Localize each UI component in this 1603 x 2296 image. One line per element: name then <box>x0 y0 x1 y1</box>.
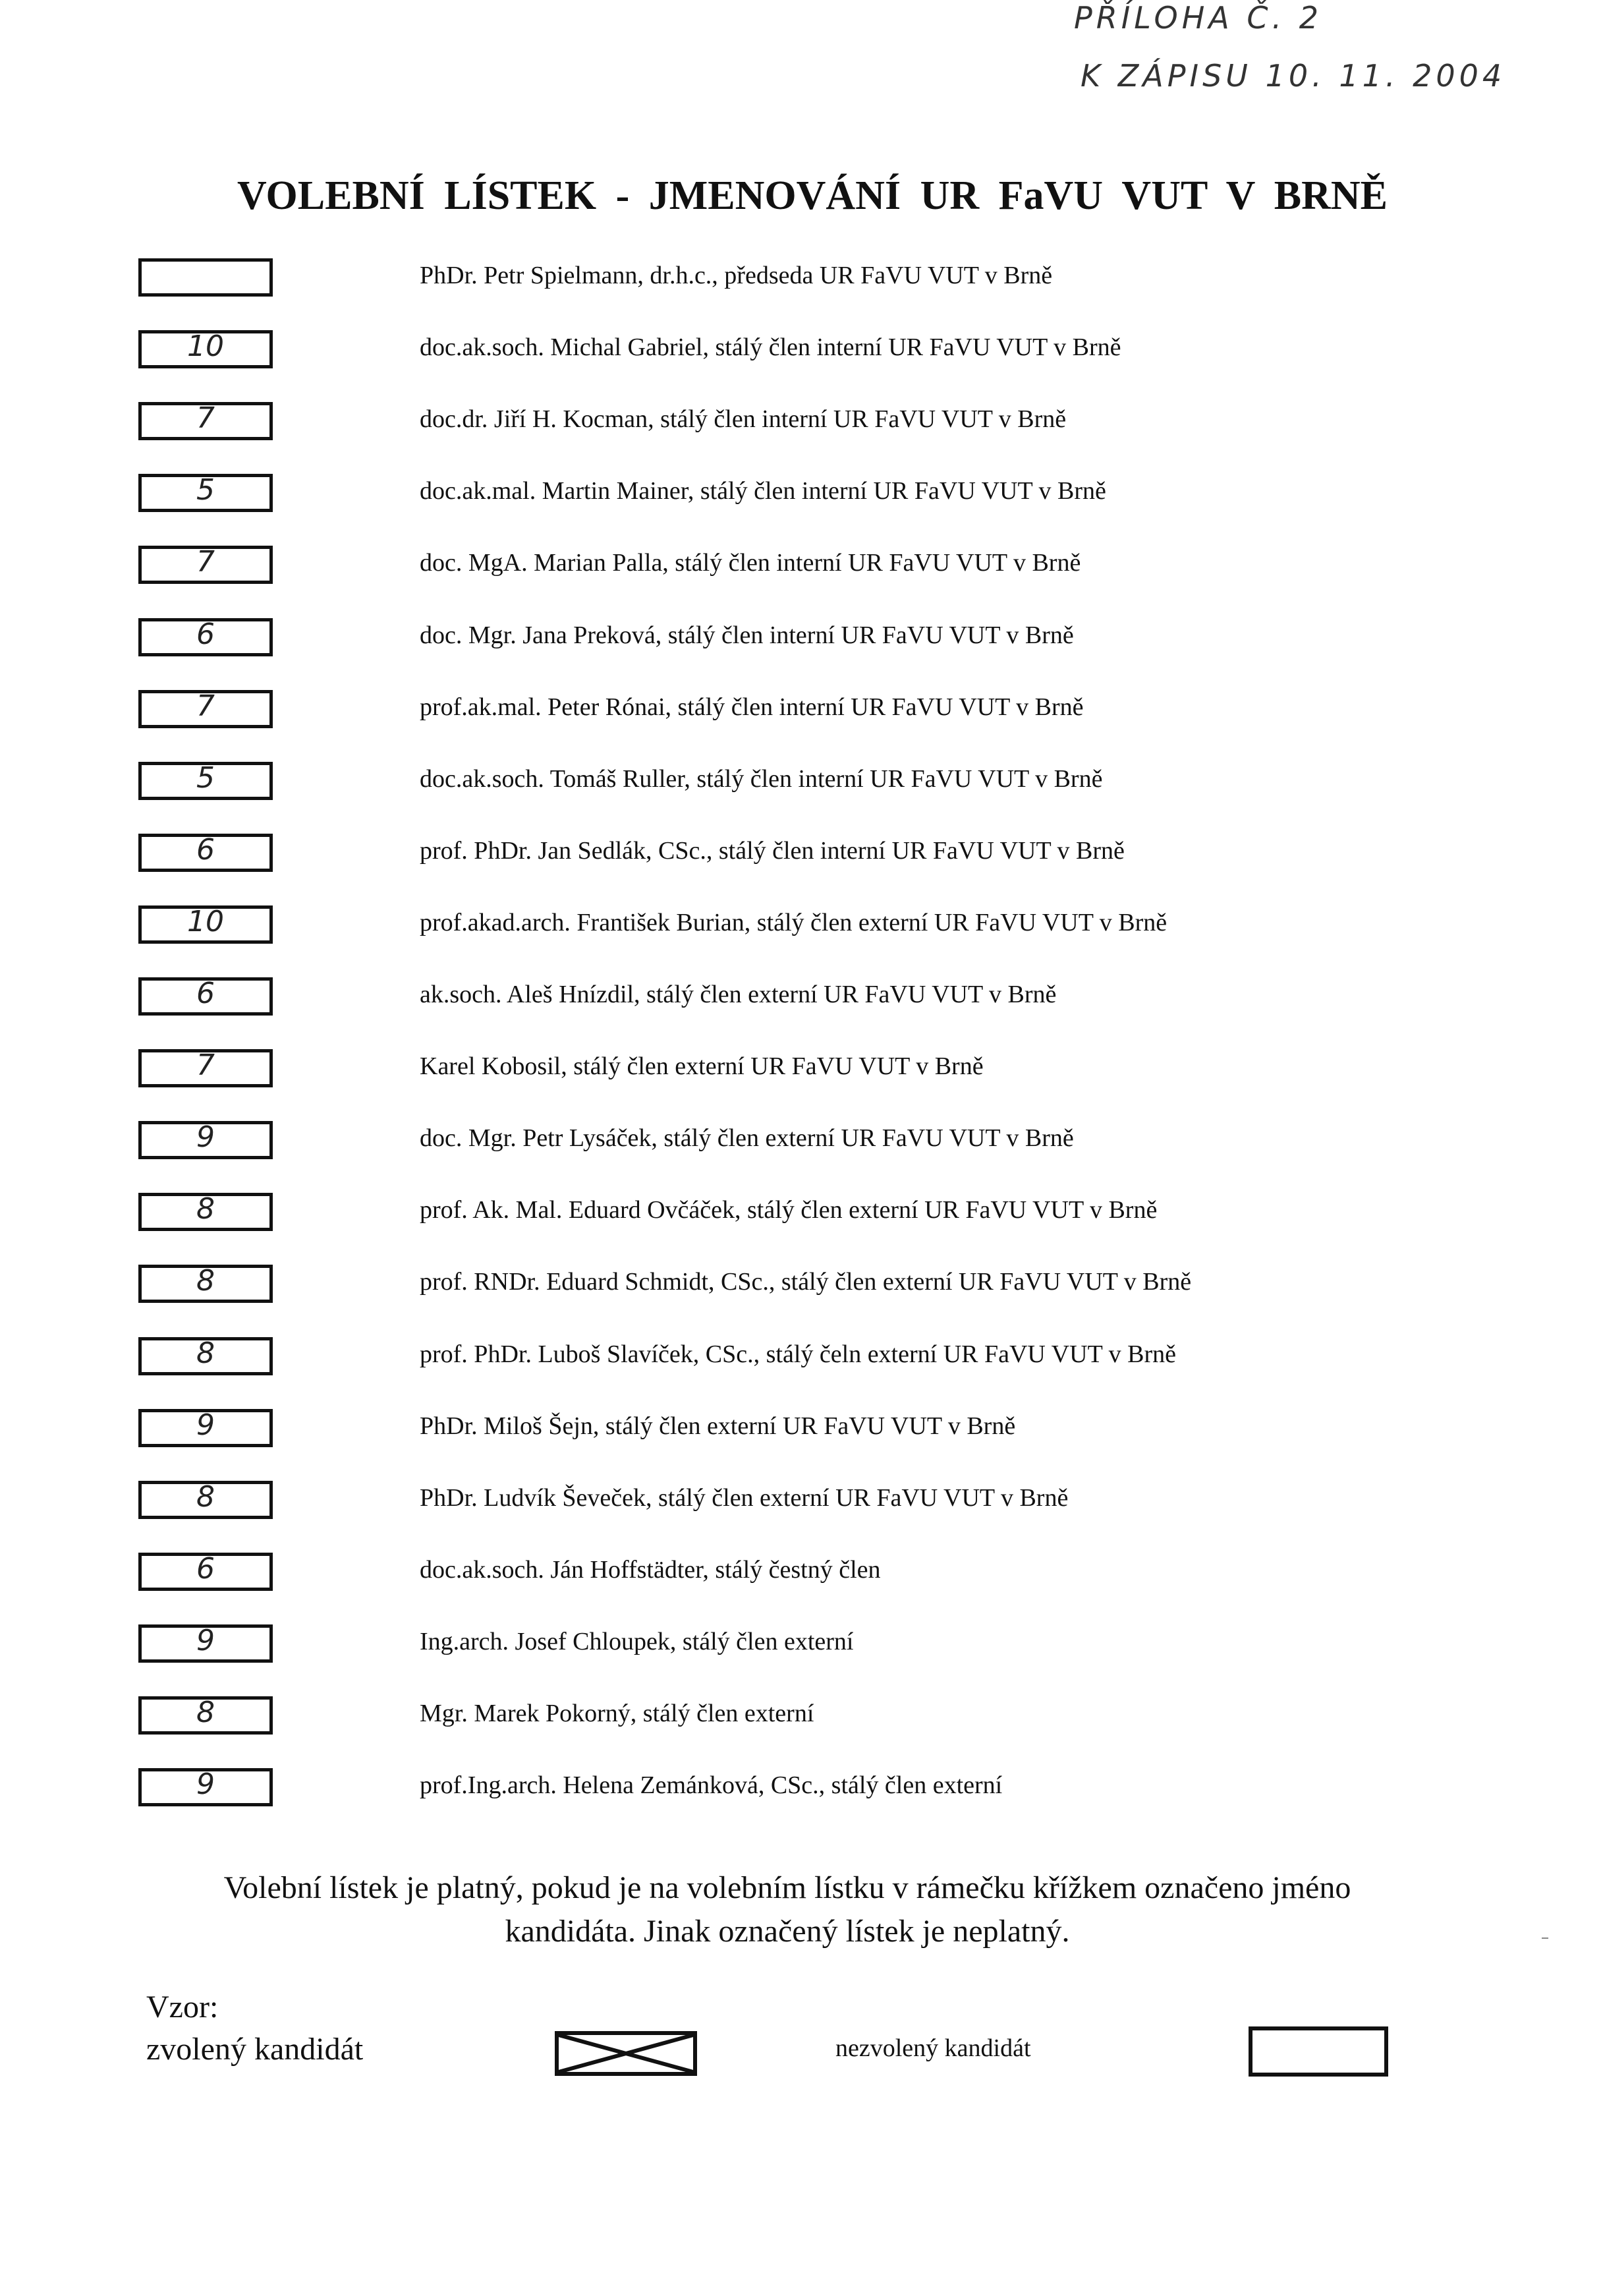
vote-mark: 8 <box>196 1192 215 1226</box>
handwritten-note-line2: K ZÁPISU 10. 11. 2004 <box>1081 58 1506 94</box>
candidate-name: doc. Mgr. Jana Preková, stálý člen interní UR FaVU VUT v Brně <box>420 621 1074 649</box>
vote-box[interactable] <box>138 618 273 656</box>
vote-mark: 7 <box>196 1048 215 1082</box>
candidate-name: doc.ak.soch. Tomáš Ruller, stálý člen interní UR FaVU VUT v Brně <box>420 765 1103 793</box>
ballot-row <box>0 1409 1603 1462</box>
ballot-row <box>0 1121 1603 1174</box>
vote-mark: 6 <box>196 617 215 651</box>
ballot-row <box>0 474 1603 527</box>
candidate-name: Ing.arch. Josef Chloupek, stálý člen externí <box>420 1628 854 1655</box>
vote-mark: 5 <box>196 761 215 795</box>
vote-box[interactable] <box>138 474 273 512</box>
candidate-name: prof.ak.mal. Peter Rónai, stálý člen interní UR FaVU VUT v Brně <box>420 693 1084 721</box>
vote-box[interactable] <box>138 762 273 800</box>
vote-box[interactable] <box>138 1193 273 1231</box>
vote-mark: 5 <box>196 473 215 507</box>
ballot-row <box>0 258 1603 311</box>
vote-box[interactable] <box>138 1049 273 1087</box>
vote-box[interactable] <box>138 1696 273 1735</box>
ballot-row <box>0 1696 1603 1749</box>
ballot-row <box>0 690 1603 743</box>
vote-box[interactable] <box>138 834 273 872</box>
vote-box[interactable] <box>138 977 273 1016</box>
vote-mark: 6 <box>196 833 215 867</box>
ballot-row <box>0 402 1603 455</box>
ballot-row <box>0 1049 1603 1102</box>
ballot-row <box>0 546 1603 598</box>
vote-mark: 9 <box>196 1624 215 1657</box>
vote-box[interactable] <box>138 1624 273 1663</box>
vote-box[interactable] <box>138 1768 273 1806</box>
candidate-name: Mgr. Marek Pokorný, stálý člen externí <box>420 1700 814 1727</box>
vote-mark: 7 <box>196 545 215 579</box>
candidate-name: prof. RNDr. Eduard Schmidt, CSc., stálý člen externí UR FaVU VUT v Brně <box>420 1268 1192 1296</box>
vote-mark: 8 <box>196 1696 215 1729</box>
candidate-name: ak.soch. Aleš Hnízdil, stálý člen externí UR FaVU VUT v Brně <box>420 981 1057 1008</box>
ballot-row <box>0 1265 1603 1317</box>
vote-mark: 8 <box>196 1264 215 1298</box>
vote-box[interactable] <box>138 1481 273 1519</box>
vote-box[interactable] <box>138 258 273 297</box>
candidate-name: doc.dr. Jiří H. Kocman, stálý člen interní UR FaVU VUT v Brně <box>420 405 1067 433</box>
vote-mark: 10 <box>187 905 224 938</box>
vote-box[interactable] <box>138 1121 273 1159</box>
candidate-name: prof. PhDr. Luboš Slavíček, CSc., stálý čeln externí UR FaVU VUT v Brně <box>420 1340 1176 1368</box>
vote-mark: 6 <box>196 1552 215 1586</box>
ballot-row <box>0 330 1603 383</box>
candidate-name: PhDr. Ludvík Ševeček, stálý člen externí UR FaVU VUT v Brně <box>420 1484 1069 1512</box>
candidate-name: prof.akad.arch. František Burian, stálý člen externí UR FaVU VUT v Brně <box>420 909 1167 936</box>
vote-box[interactable] <box>138 1409 273 1447</box>
vote-box[interactable] <box>138 905 273 944</box>
vote-box[interactable] <box>138 330 273 368</box>
vote-mark: 7 <box>196 401 215 435</box>
candidate-name: doc. MgA. Marian Palla, stálý člen interní UR FaVU VUT v Brně <box>420 549 1081 577</box>
candidate-name: Karel Kobosil, stálý člen externí UR FaVU VUT v Brně <box>420 1052 984 1080</box>
ballot-row <box>0 977 1603 1030</box>
validity-note-line2: kandidáta. Jinak označený lístek je neplatný. <box>505 1914 1070 1949</box>
ballot-row <box>0 1481 1603 1534</box>
candidate-name: doc.ak.mal. Martin Mainer, stálý člen interní UR FaVU VUT v Brně <box>420 477 1106 505</box>
ballot-row <box>0 905 1603 958</box>
vote-mark: 9 <box>196 1767 215 1801</box>
ballot-row <box>0 1337 1603 1390</box>
vote-mark: 10 <box>187 330 224 363</box>
ballot-row <box>0 1193 1603 1246</box>
sample-elected-box <box>555 2031 697 2076</box>
sample-not-elected-box <box>1249 2026 1388 2077</box>
page-title: VOLEBNÍ LÍSTEK - JMENOVÁNÍ UR FaVU VUT V BRNĚ <box>237 173 1388 218</box>
vote-mark: 8 <box>196 1336 215 1370</box>
vote-mark: 9 <box>196 1120 215 1154</box>
vote-box[interactable] <box>138 1265 273 1303</box>
candidate-name: PhDr. Petr Spielmann, dr.h.c., předseda UR FaVU VUT v Brně <box>420 262 1053 289</box>
sample-heading: Vzor: <box>146 1990 219 2024</box>
validity-note-line1: Volební lístek je platný, pokud je na volebním lístku v rámečku křížkem označeno jméno <box>223 1870 1351 1905</box>
candidate-name: PhDr. Miloš Šejn, stálý člen externí UR FaVU VUT v Brně <box>420 1412 1016 1440</box>
sample-not-elected-label: nezvolený kandidát <box>835 2034 1031 2062</box>
candidate-name: prof. Ak. Mal. Eduard Ovčáček, stálý člen externí UR FaVU VUT v Brně <box>420 1196 1158 1224</box>
scan-speck <box>1542 1937 1548 1939</box>
candidate-name: prof. PhDr. Jan Sedlák, CSc., stálý člen interní UR FaVU VUT v Brně <box>420 837 1125 865</box>
vote-box[interactable] <box>138 402 273 440</box>
vote-mark: 8 <box>196 1480 215 1514</box>
candidate-name: doc.ak.soch. Michal Gabriel, stálý člen interní UR FaVU VUT v Brně <box>420 333 1121 361</box>
validity-note <box>132 1866 1443 1953</box>
vote-mark: 6 <box>196 977 215 1010</box>
vote-box[interactable] <box>138 1553 273 1591</box>
ballot-row <box>0 1768 1603 1821</box>
ballot-row <box>0 1553 1603 1605</box>
candidate-name: doc.ak.soch. Ján Hoffstädter, stálý čestný člen <box>420 1556 881 1584</box>
vote-mark: 9 <box>196 1408 215 1442</box>
sample-elected-label: zvolený kandidát <box>146 2032 364 2067</box>
ballot-row <box>0 618 1603 671</box>
candidate-name: doc. Mgr. Petr Lysáček, stálý člen externí UR FaVU VUT v Brně <box>420 1124 1074 1152</box>
ballot-row <box>0 1624 1603 1677</box>
vote-box[interactable] <box>138 546 273 584</box>
ballot-row <box>0 834 1603 886</box>
vote-box[interactable] <box>138 690 273 728</box>
candidate-name: prof.Ing.arch. Helena Zemánková, CSc., stálý člen externí <box>420 1771 1003 1799</box>
vote-box[interactable] <box>138 1337 273 1375</box>
ballot-row <box>0 762 1603 815</box>
cross-icon <box>559 2035 693 2072</box>
vote-mark: 7 <box>196 689 215 723</box>
handwritten-note-line1: PŘÍLOHA Č. 2 <box>1074 0 1322 36</box>
